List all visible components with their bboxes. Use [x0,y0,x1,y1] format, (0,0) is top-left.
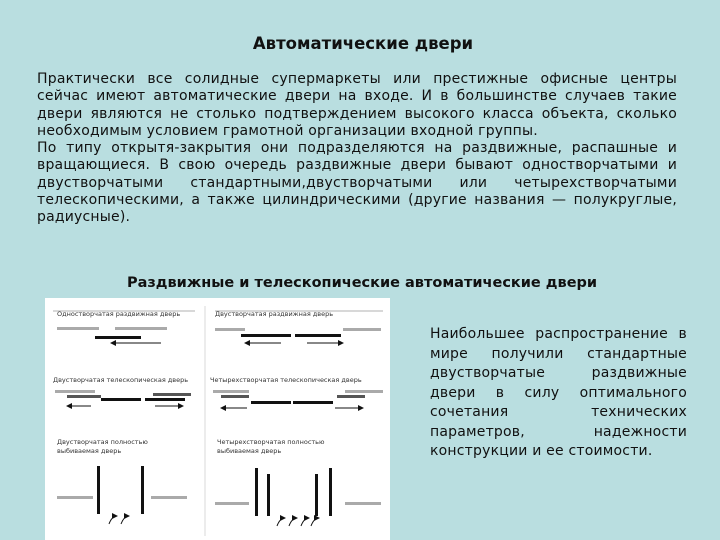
door-diagram-svg [45,298,390,540]
side-text: Наибольшее распространение в мире получили стандартные двустворчатые раздвижные двери в силу оптимального сочетания технических параметров, надежности конструкции и ее стоимости. [430,326,687,459]
section-subtitle: Раздвижные и телескопические автоматические двери [126,275,598,291]
label-quad-full-1: Четырехстворчатая полностью [217,438,325,446]
door-types-diagram [45,298,390,540]
slide-title: Автоматические двери [252,34,474,53]
body-text [37,71,677,227]
quad-breakaway-door-figure [215,438,381,526]
label-double-sliding: Двустворчатая раздвижная дверь [215,310,334,318]
paragraph-types: По типу открытя-закрытия они подразделяются на раздвижные, распашные и вращающиеся. В свою очередь раздвижные двери бывают одностворчатыми и двустворчатыми стандартными,двустворчатыми или четырехстворчатыми телескопическими, а также цилиндрическими (другие названия — полукруглые, радиусные). [37,140,677,226]
double-sliding-door-figure [215,310,383,343]
quad-telescopic-door-figure [210,376,383,408]
label-double-full-2: выбиваемая дверь [57,447,122,455]
label-quad-full-2: выбиваемая дверь [217,447,282,455]
label-double-telescopic: Двустворчатая телескопическая дверь [53,376,189,384]
double-telescopic-door-figure [53,376,191,406]
paragraph-intro: Практически все солидные супермаркеты или престижные офисные центры сейчас имеют автоматические двери на входе. И в большинстве случаев такие двери являются не столько подтверждением высокого класса объекта, сколько необходимым условием грамотной организации входной группы. [37,71,677,139]
label-double-full-1: Двустворчатая полностью [57,438,148,446]
label-single-sliding: Одностворчатая раздвижная дверь [57,310,181,318]
double-breakaway-door-figure [57,438,187,524]
label-quad-telescopic: Четырехстворчатая телескопическая дверь [210,376,362,384]
single-sliding-door-figure [53,310,195,343]
